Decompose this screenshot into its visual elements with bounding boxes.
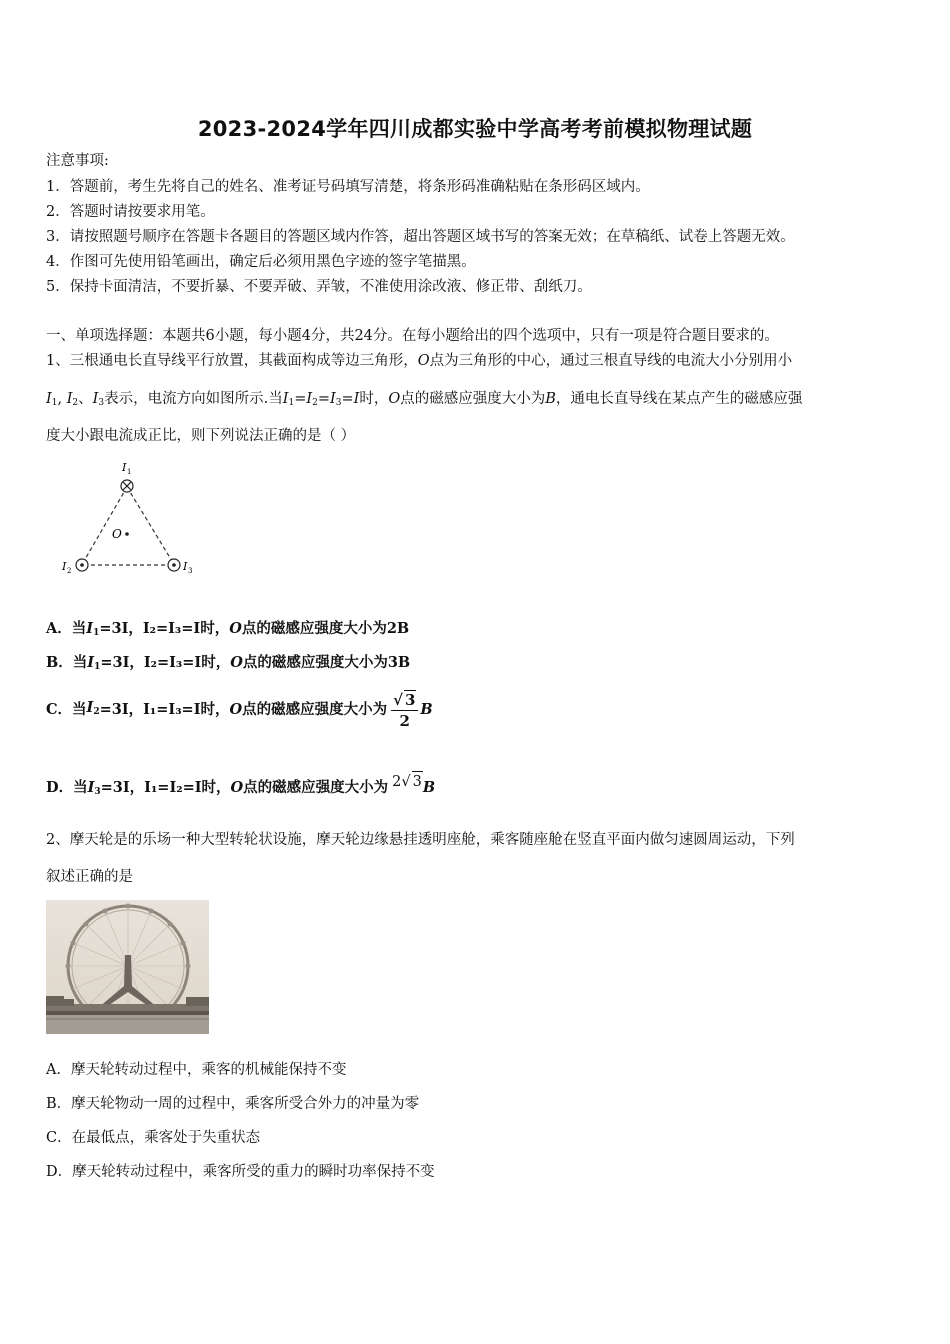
q1-option-a[interactable]: A．当$I_1=3I$，I₂=I₃=I时，O点的磁感应强度大小为2B (46, 620, 410, 638)
wire-i2-out-of-page-icon (76, 559, 88, 571)
two-sqrt3: 2√ 3 (392, 774, 423, 790)
q1-option-b[interactable]: B．当$I_1=3I$，I₂=I₃=I时，O点的磁感应强度大小为3B (46, 654, 411, 672)
label-i3: I (183, 560, 188, 573)
label-i1: I (122, 461, 127, 474)
q1-stem-line3: 度大小跟电流成正比，则下列说法正确的是（ ） (46, 428, 356, 444)
q2-stem-line2: 叙述正确的是 (46, 869, 133, 885)
notes-heading: 注意事项: (46, 153, 109, 169)
note-item: 5．保持卡面清洁，不要折暴、不要弄破、弄皱，不准使用涂改液、修正带、刮纸刀。 (46, 279, 592, 295)
note-item: 1．答题前，考生先将自己的姓名、准考证号码填写清楚，将条形码准确粘贴在条形码区域内。 (46, 179, 650, 195)
q2-option-d[interactable]: D．摩天轮转动过程中，乘客所受的重力的瞬时功率保持不变 (46, 1164, 435, 1180)
svg-text:1: 1 (127, 468, 132, 476)
svg-text:2: 2 (67, 567, 72, 575)
q1-option-d[interactable]: D．当$I_3=3I$，I₁=I₂=I时，O点的磁感应强度大小为 2√ 3B (46, 777, 435, 802)
wire-i1-into-page-icon (121, 480, 133, 492)
label-i2: I (62, 560, 67, 573)
note-item: 2．答题时请按要求用笔。 (46, 204, 215, 220)
svg-text:3: 3 (188, 567, 193, 575)
label-o: O (112, 527, 122, 541)
q2-stem-line1: 2、摩天轮是的乐场一种大型转轮状设施，摩天轮边缘悬挂透明座舱，乘客随座舱在竖直平面内做匀速圆周运动，下列 (46, 832, 795, 848)
section-heading: 一、单项选择题：本题共6小题，每小题4分，共24分。在每小题给出的四个选项中，只有一项是符合题目要求的。 (46, 328, 779, 344)
page-title: 2023-2024学年四川成都实验中学高考考前模拟物理试题 (197, 117, 753, 141)
wire-i3-out-of-page-icon (168, 559, 180, 571)
q1-triangle-figure (60, 456, 210, 586)
q1-stem-line1: 1、三根通电长直导线平行放置，其截面构成等边三角形，O点为三角形的中心，通过三根直导线的电流大小分别用小 (46, 353, 793, 369)
note-item: 3．请按照题号顺序在答题卡各题目的答题区域内作答，超出答题区域书写的答案无效；在草稿纸、试卷上答题无效。 (46, 229, 795, 245)
note-item: 4．作图可先使用铅笔画出，确定后必须用黑色字迹的签字笔描黑。 (46, 254, 476, 270)
sqrt3-over-2: $\frac{√ 3}{2}$ (391, 690, 418, 730)
q2-option-c[interactable]: C．在最低点，乘客处于失重状态 (46, 1130, 261, 1146)
ferris-wheel-photo (46, 900, 209, 1034)
q2-option-b[interactable]: B．摩天轮物动一周的过程中，乘客所受合外力的冲量为零 (46, 1096, 420, 1112)
q2-option-a[interactable]: A．摩天轮转动过程中，乘客的机械能保持不变 (46, 1062, 347, 1078)
q1-option-c[interactable]: C．当$I_2=3I$，I₁=I₃=I时，O点的磁感应强度大小为 $\frac{√ 3}{2}$ B (46, 691, 433, 730)
q1-stem-line2: $I_1$, $I_2$、$I_3$表示，电流方向如图所示.当$I_1=I_2=I_3=I$时，O点的磁感应强度大小为B，通电长直导线在某点产生的磁感应强 (46, 391, 803, 408)
